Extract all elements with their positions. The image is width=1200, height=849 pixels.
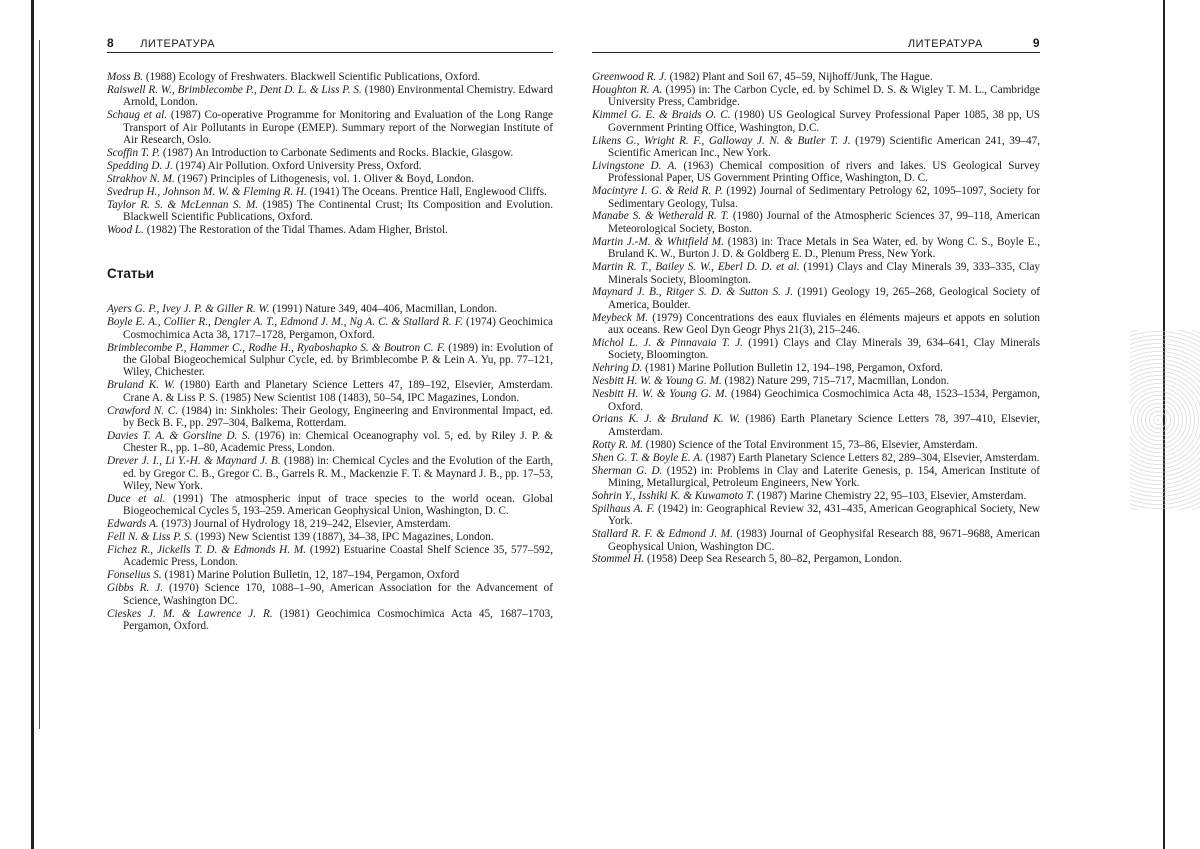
- reference-authors: Stommel H.: [592, 553, 645, 566]
- reference-text: (1993) New Scientist 139 (1887), 34–38, IPC Magazines, London.: [195, 531, 494, 544]
- reference-authors: Scoffin T. P.: [107, 146, 161, 159]
- reference-entry: [107, 303, 553, 315]
- reference-text: (1991) Clays and Clay Minerals 39, 634–641, Clay Minerals Society, Bloomington.: [608, 337, 1040, 362]
- reference-entry: [107, 493, 553, 518]
- reference-entry: [107, 518, 553, 530]
- reference-authors: Davies T. A. & Gorsline D. S.: [107, 429, 251, 442]
- reference-entry: [107, 379, 553, 404]
- reference-text: (1981) Marine Polution Bulletin, 12, 187–194, Pergamon, Oxford: [164, 569, 460, 582]
- reference-entry: [107, 224, 553, 236]
- reference-authors: Bruland K. W.: [107, 379, 176, 392]
- reference-text: (1991) The atmospheric input of trace species to the world ocean. Global Biogeochemical Cycles 5, 193–259. American Geophysical Union, Washington, D. C.: [123, 492, 553, 518]
- reference-entry: [107, 531, 553, 543]
- reference-text: (1988) Ecology of Freshwaters. Blackwell Scientific Publications, Oxford.: [145, 71, 481, 83]
- reference-list-books: [107, 71, 553, 236]
- reference-authors: Orians K. J. & Bruland K. W.: [592, 413, 740, 426]
- reference-text: (1980) Journal of the Atmospheric Sciences 37, 99–118, American Meteorological Society, Boston.: [608, 210, 1040, 235]
- reference-text: (1970) Science 170, 1088–1–90, American Association for the Advancement of Science, Washington DC.: [123, 582, 554, 607]
- reference-text: (1981) Marine Pollution Bulletin 12, 194–198, Pergamon, Oxford.: [645, 362, 943, 375]
- reference-text: (1979) Scientific American 241, 39–47, Scientific American Inc., New York.: [608, 134, 1040, 159]
- reference-authors: Macintyre I. G. & Reid R. P.: [592, 185, 723, 198]
- reference-text: (1991) Clays and Clay Minerals 39, 333–335, Clay Minerals Society, Bloomington.: [608, 261, 1041, 286]
- reference-entry: [592, 135, 1040, 160]
- reference-authors: Ayers G. P., Ivey J. P. & Giller R. W.: [107, 303, 270, 316]
- reference-entry: [107, 186, 553, 198]
- reference-authors: Livingstone D. A.: [592, 159, 678, 172]
- reference-authors: Strakhov N. M.: [107, 172, 175, 185]
- reference-text: (1992) Journal of Sedimentary Petrology 62, 1095–1097, Society for Sedimentary Geology, Tulsa.: [608, 185, 1040, 210]
- reference-text: (1986) Earth Planetary Science Letters 78, 397–410, Elsevier, Amsterdam.: [608, 413, 1041, 438]
- reference-entry: [592, 439, 1040, 451]
- reference-authors: Michol L. J. & Pinnavaia T. J.: [592, 337, 743, 350]
- reference-text: (1984) Geochimica Cosmochimica Acta 48, 1523–1534, Pergamon, Oxford.: [608, 388, 1040, 413]
- reference-authors: Spedding D. J.: [107, 159, 173, 172]
- reference-text: (1981) Geochimica Cosmochimica Acta 45, 1687–1703, Pergamon, Oxford.: [123, 607, 554, 632]
- reference-text: (1987) Co-operative Programme for Monitoring and Evaluation of the Long Range Transport of Air Pollutants in Europe (EMEP). Summary report of the Norwegian Institute of Air Research, Oslo.: [123, 109, 554, 147]
- reference-entry: [107, 199, 553, 224]
- reference-text: (1974) Geochimica Cosmochimica Acta 38, 1717–1728, Pergamon, Oxford.: [123, 316, 554, 341]
- reference-text: (1982) Plant and Soil 67, 45–59, Nijhoff/Junk, The Hague.: [669, 71, 933, 83]
- reference-text: (1952) in: Problems in Clay and Laterite Genesis, p. 154, American Institute of Mining, Metallurgical, Petroleum Engineers, New York.: [608, 464, 1041, 489]
- reference-entry: [592, 413, 1040, 438]
- reference-authors: Fonselius S.: [107, 569, 162, 582]
- reference-entry: [107, 173, 553, 185]
- reference-authors: Sohrin Y., Isshiki K. & Kuwamoto T.: [592, 489, 755, 502]
- reference-entry: [107, 455, 553, 492]
- reference-entry: [107, 582, 553, 607]
- reference-text: (1967) Principles of Lithogenesis, vol. 1. Oliver & Boyd, London.: [177, 172, 474, 185]
- reference-authors: Nesbitt H. W. & Young G. M.: [592, 375, 722, 388]
- reference-entry: [107, 544, 553, 569]
- reference-entry: [592, 71, 1040, 83]
- reference-authors: Fichez R., Jickells T. D. & Edmonds H. M.: [107, 544, 307, 556]
- reference-text: (1963) Chemical composition of rivers and lakes. US Geological Survey Professional Paper, US Government Printing Office, Washington, D. C.: [608, 159, 1040, 185]
- reference-authors: Crawford N. C.: [107, 404, 179, 417]
- reference-entry: [592, 160, 1040, 185]
- reference-entry: [592, 109, 1040, 134]
- reference-entry: [592, 375, 1040, 387]
- reference-text: (1980) US Geological Survey Professional Paper 1085, 38 pp, US Government Printing Office, Washington, D.C.: [608, 109, 1041, 134]
- reference-entry: [107, 405, 553, 430]
- reference-text: (1942) in: Geographical Review 32, 431–435, American Geographical Society, New York.: [608, 502, 1040, 528]
- reference-entry: [107, 84, 553, 109]
- right-page: [592, 36, 1040, 566]
- reference-entry: [592, 362, 1040, 374]
- reference-entry: [592, 465, 1040, 490]
- reference-entry: [592, 553, 1040, 565]
- reference-entry: [592, 84, 1040, 109]
- reference-authors: Brimblecombe P., Hammer C., Rodhe H., Ryaboshapko S. & Boutron C. F.: [107, 341, 446, 354]
- page-number: 9: [1032, 36, 1040, 50]
- reference-entry: [107, 71, 553, 83]
- reference-entry: [592, 286, 1040, 311]
- reference-text: (1979) Concentrations des eaux fluviales en éléments majeurs et appots en solution aux oceans. Rew Geol Dyn Geogr Phys 21(3), 215–246.: [608, 311, 1041, 337]
- reference-text: (1941) The Oceans. Prentice Hall, Englewood Cliffs.: [309, 185, 547, 198]
- reference-entry: [107, 147, 553, 159]
- reference-text: (1987) An Introduction to Carbonate Sediments and Rocks. Blackie, Glasgow.: [162, 146, 514, 159]
- reference-entry: [592, 528, 1040, 553]
- reference-list-continued: [592, 71, 1040, 566]
- reference-authors: Svedrup H., Johnson M. W. & Fleming R. H.: [107, 185, 307, 198]
- reference-authors: Manabe S. & Wetherald R. T.: [592, 210, 729, 223]
- reference-text: (1988) in: Chemical Cycles and the Evolution of the Earth, ed. by Gregor C. B., Gregor C. B., Garrels R. M., Mackenzie F. T. & Maynard J. B., pp. 17–53, Wiley, New York.: [123, 455, 554, 492]
- reference-authors: Moss B.: [107, 71, 144, 83]
- reference-entry: [592, 261, 1040, 286]
- reference-authors: Cieskes J. M. & Lawrence J. R.: [107, 607, 273, 620]
- reference-text: (1973) Journal of Hydrology 18, 219–242, Elsevier, Amsterdam.: [161, 518, 451, 531]
- scan-speckle: [1130, 330, 1200, 510]
- reference-text: (1984) in: Sinkholes: Their Geology, Engineering and Environmental Impact, ed. by Beck B. F., pp. 297–304, Balkema, Rotterdam.: [123, 404, 554, 429]
- reference-authors: Stallard R. F. & Edmond J. M.: [592, 528, 733, 541]
- reference-entry: [592, 236, 1040, 261]
- reference-authors: Wood L.: [107, 223, 144, 236]
- running-title: ЛИТЕРАТУРА: [907, 38, 983, 50]
- reference-authors: Fell N. & Liss P. S.: [107, 531, 193, 544]
- reference-text: (1983) Journal of Geophysifal Research 88, 9671–9688, American Geophysical Union, Washington DC.: [608, 528, 1041, 553]
- reference-entry: [107, 569, 553, 581]
- reference-entry: [592, 388, 1040, 413]
- page-number: 8 ЛИТЕРАТУРА: [107, 36, 216, 50]
- reference-authors: Raiswell R. W., Brimblecombe P., Dent D. L. & Liss P. S.: [107, 83, 362, 96]
- left-running-header: [107, 36, 553, 53]
- reference-authors: Spilhaus A. F.: [592, 502, 655, 515]
- reference-entry: [107, 430, 553, 455]
- reference-text: (1987) Marine Chemistry 22, 95–103, Elsevier, Amsterdam.: [757, 489, 1027, 502]
- reference-entry: [592, 185, 1040, 210]
- reference-entry: [107, 316, 553, 341]
- reference-authors: Meybeck M.: [592, 311, 649, 324]
- reference-text: (1958) Deep Sea Research 5, 80–82, Pergamon, London.: [647, 553, 902, 566]
- reference-entry: [592, 490, 1040, 502]
- reference-text: (1974) Air Pollution. Oxford University Press, Oxford.: [175, 159, 422, 172]
- reference-authors: Kimmel G. E. & Braids O. C.: [592, 109, 731, 122]
- right-running-header: [592, 36, 1040, 53]
- reference-authors: Nehring D.: [592, 362, 643, 375]
- reference-text: (1980) Environmental Chemistry. Edward Arnold, London.: [123, 83, 554, 109]
- left-binding-edge-inner: [39, 40, 40, 729]
- left-binding-edge: [31, 0, 34, 849]
- reference-authors: Taylor R. S. & McLennan S. M.: [107, 198, 259, 211]
- reference-authors: Sherman G. D.: [592, 464, 663, 477]
- reference-authors: Martin J.-M. & Whitfield M.: [592, 235, 724, 248]
- reference-text: (1980) Earth and Planetary Science Letters 47, 189–192, Elsevier, Amsterdam. Crane A. & Liss P. S. (1985) New Scientist 108 (1483), 50–54, IPC Magazines, London.: [123, 379, 553, 404]
- reference-authors: Drever J. I., Li Y.-H. & Maynard J. B.: [107, 455, 281, 468]
- reference-text: (1991) Geology 19, 265–268, Geological Society of America, Boulder.: [608, 286, 1041, 311]
- reference-authors: Shen G. T. & Boyle E. A.: [592, 451, 703, 464]
- reference-authors: Greenwood R. J.: [592, 71, 667, 83]
- reference-authors: Duce et al.: [107, 492, 166, 505]
- reference-authors: Boyle E. A., Collier R., Dengler A. T., Edmond J. M., Ng A. C. & Stallard R. F.: [107, 316, 463, 329]
- reference-text: (1995) in: The Carbon Cycle, ed. by Schimel D. S. & Wigley T. M. L., Cambridge University Press, Cambridge.: [608, 83, 1041, 109]
- reference-authors: Rotty R. M.: [592, 438, 643, 451]
- reference-authors: Nesbitt H. W. & Young G. M.: [592, 388, 728, 401]
- reference-entry: [592, 312, 1040, 337]
- reference-text: (1992) Estuarine Coastal Shelf Science 35, 577–592, Academic Press, London.: [123, 544, 553, 569]
- reference-text: (1982) Nature 299, 715–717, Macmillan, London.: [724, 375, 950, 388]
- reference-text: (1991) Nature 349, 404–406, Macmillan, London.: [272, 303, 498, 316]
- reference-entry: [107, 109, 553, 146]
- reference-text: (1987) Earth Planetary Science Letters 82, 289–304, Elsevier, Amsterdam.: [705, 451, 1040, 464]
- reference-entry: [107, 342, 553, 379]
- left-page: [107, 36, 553, 633]
- reference-entry: [107, 608, 553, 633]
- running-title: ЛИТЕРАТУРА: [140, 38, 216, 50]
- reference-entry: [592, 337, 1040, 362]
- reference-text: (1982) The Restoration of the Tidal Thames. Adam Higher, Bristol.: [146, 223, 448, 236]
- reference-entry: [592, 210, 1040, 235]
- reference-authors: Gibbs R. J.: [107, 582, 164, 595]
- reference-authors: Likens G., Wright R. F., Galloway J. N. & Butler T. J.: [592, 134, 851, 147]
- reference-entry: [592, 503, 1040, 528]
- section-heading-articles: Статьи: [107, 266, 155, 282]
- reference-authors: Houghton R. A.: [592, 83, 663, 96]
- reference-authors: Martin R. T., Bailey S. W., Eberl D. D. et al.: [592, 261, 800, 274]
- reference-text: (1976) in: Chemical Oceanography vol. 5, ed. by Riley J. P. & Chester R., pp. 1–80, Academic Press, London.: [123, 429, 553, 455]
- reference-text: (1989) in: Evolution of the Global Biogeochemical Sulphur Cycle, ed. by Brimblecombe P. & Lein A. Yu, pp. 77–121, Wiley, Chichester.: [123, 341, 554, 379]
- reference-authors: Maynard J. B., Ritger S. D. & Sutton S. J.: [592, 286, 793, 299]
- reference-list-articles: [107, 303, 553, 632]
- reference-authors: Edwards A.: [107, 518, 159, 531]
- reference-entry: [107, 160, 553, 172]
- reference-authors: Schaug et al.: [107, 109, 168, 122]
- reference-text: (1983) in: Trace Metals in Sea Water, ed. by Wong C. S., Boyle E., Bruland K. W., Burton J. D. & Goldberg E. D., Plenum Press, New York.: [608, 235, 1041, 261]
- reference-text: (1985) The Continental Crust; Its Composition and Evolution. Blackwell Scientific Publications, Oxford.: [123, 198, 554, 223]
- reference-entry: [592, 452, 1040, 464]
- reference-text: (1980) Science of the Total Environment 15, 73–86, Elsevier, Amsterdam.: [645, 438, 978, 451]
